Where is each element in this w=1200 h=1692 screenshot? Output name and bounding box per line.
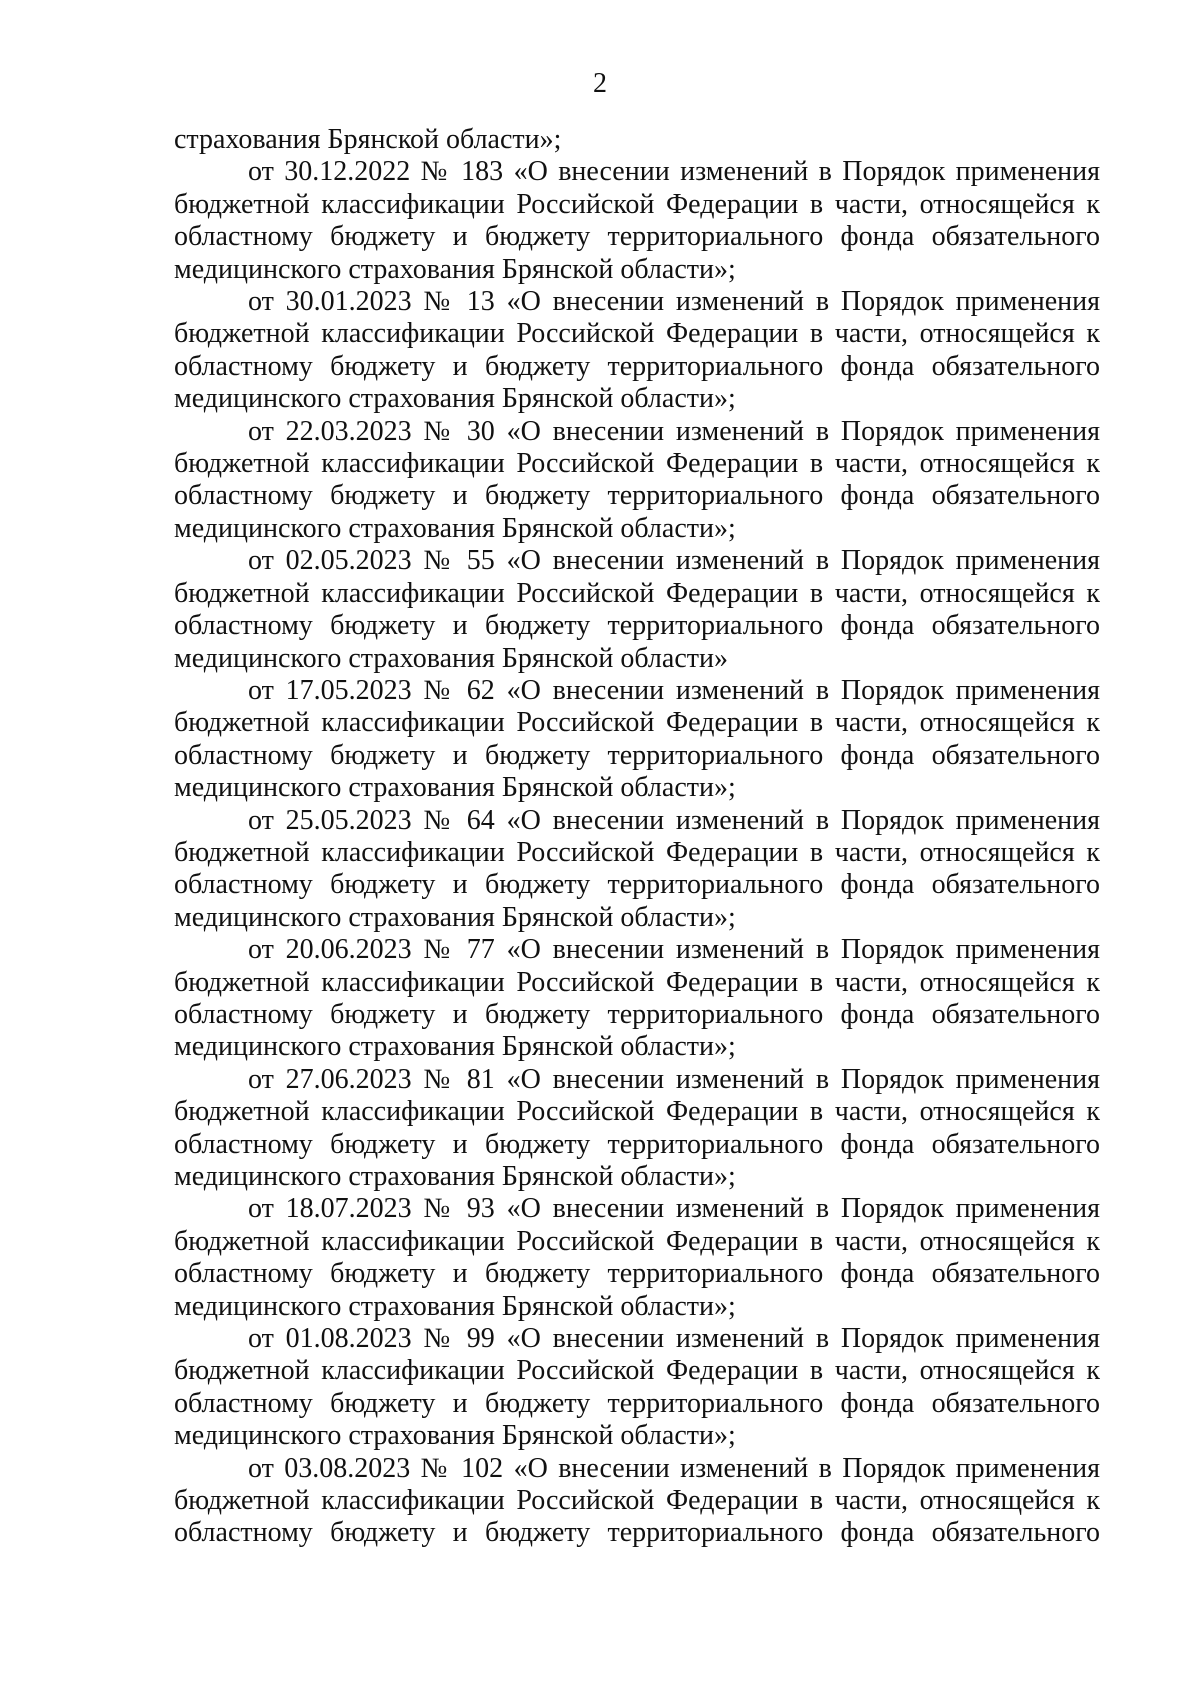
entry-line: бюджетной классификации Российской Федерации в части, относящейся к: [174, 1096, 1100, 1128]
entry-line: медицинского страхования Брянской области»;: [174, 383, 736, 415]
entry-line: областному бюджету и бюджету территориального фонда обязательного: [174, 869, 1100, 901]
entry-paragraph: [174, 1323, 1100, 1453]
entry-line: от 30.01.2023 № 13 «О внесении изменений в Порядок применения: [248, 286, 1100, 318]
entry-line: от 03.08.2023 № 102 «О внесении изменений в Порядок применения: [248, 1452, 1100, 1484]
intro-paragraph: [174, 124, 1100, 156]
entry-line: бюджетной классификации Российской Федерации в части, относящейся к: [174, 1355, 1100, 1387]
entry-line: от 02.05.2023 № 55 «О внесении изменений в Порядок применения: [248, 545, 1100, 577]
entry-line: бюджетной классификации Российской Федерации в части, относящейся к: [174, 448, 1100, 480]
entry-paragraph: [174, 416, 1100, 546]
entry-line: от 01.08.2023 № 99 «О внесении изменений в Порядок применения: [248, 1323, 1100, 1355]
entry-line: областному бюджету и бюджету территориального фонда обязательного: [174, 1128, 1100, 1160]
entry-line: бюджетной классификации Российской Федерации в части, относящейся к: [174, 577, 1100, 609]
entry-line: медицинского страхования Брянской области»;: [174, 1031, 736, 1063]
page-number: 2: [593, 68, 607, 99]
entry-line: от 17.05.2023 № 62 «О внесении изменений в Порядок применения: [248, 674, 1100, 706]
entry-line: бюджетной классификации Российской Федерации в части, относящейся к: [174, 966, 1100, 998]
entry-line: бюджетной классификации Российской Федерации в части, относящейся к: [174, 1225, 1100, 1257]
entry-paragraph: [174, 286, 1100, 416]
entry-line: бюджетной классификации Российской Федерации в части, относящейся к: [174, 188, 1100, 220]
entry-paragraph: [174, 1193, 1100, 1323]
entry-paragraph: [174, 1064, 1100, 1194]
entry-line: медицинского страхования Брянской области»;: [174, 1290, 736, 1322]
entry-paragraph: [174, 156, 1100, 286]
entries-list: [174, 156, 1100, 1549]
entry-line: областному бюджету и бюджету территориального фонда обязательного: [174, 1258, 1100, 1290]
entry-line: бюджетной классификации Российской Федерации в части, относящейся к: [174, 836, 1100, 868]
entry-line: областному бюджету и бюджету территориального фонда обязательного: [174, 350, 1100, 382]
entry-line: областному бюджету и бюджету территориального фонда обязательного: [174, 998, 1100, 1030]
entry-line: от 25.05.2023 № 64 «О внесении изменений в Порядок применения: [248, 804, 1100, 836]
entry-line: медицинского страхования Брянской области»;: [174, 901, 736, 933]
entry-line: медицинского страхования Брянской области»: [174, 642, 728, 674]
intro-line: страхования Брянской области»;: [174, 124, 562, 155]
entry-line: областному бюджету и бюджету территориального фонда обязательного: [174, 1387, 1100, 1419]
document-body: [174, 124, 1100, 1550]
entry-line: от 27.06.2023 № 81 «О внесении изменений в Порядок применения: [248, 1063, 1100, 1095]
entry-line: бюджетной классификации Российской Федерации в части, относящейся к: [174, 318, 1100, 350]
entry-paragraph: [174, 545, 1100, 675]
entry-line: медицинского страхования Брянской области»;: [174, 772, 736, 804]
entry-paragraph: [174, 1453, 1100, 1550]
entry-line: от 18.07.2023 № 93 «О внесении изменений в Порядок применения: [248, 1193, 1100, 1225]
entry-line: областному бюджету и бюджету территориального фонда обязательного: [174, 480, 1100, 512]
entry-line: медицинского страхования Брянской области»;: [174, 1420, 736, 1452]
entry-line: медицинского страхования Брянской области»;: [174, 512, 736, 544]
entry-line: от 30.12.2022 № 183 «О внесении изменений в Порядок применения: [248, 156, 1100, 188]
entry-line: медицинского страхования Брянской области»;: [174, 253, 736, 285]
entry-line: бюджетной классификации Российской Федерации в части, относящейся к: [174, 1485, 1100, 1517]
entry-line: областному бюджету и бюджету территориального фонда обязательного: [174, 221, 1100, 253]
entry-paragraph: [174, 934, 1100, 1064]
entry-line: от 20.06.2023 № 77 «О внесении изменений в Порядок применения: [248, 934, 1100, 966]
entry-paragraph: [174, 675, 1100, 805]
entry-line: медицинского страхования Брянской области»;: [174, 1161, 736, 1192]
entry-line: областному бюджету и бюджету территориального фонда обязательного: [174, 610, 1100, 642]
entry-paragraph: [174, 805, 1100, 935]
entry-line: от 22.03.2023 № 30 «О внесении изменений в Порядок применения: [248, 415, 1100, 447]
entry-line: областному бюджету и бюджету территориального фонда обязательного: [174, 1517, 1100, 1549]
entry-line: бюджетной классификации Российской Федерации в части, относящейся к: [174, 707, 1100, 739]
entry-line: областному бюджету и бюджету территориального фонда обязательного: [174, 739, 1100, 771]
